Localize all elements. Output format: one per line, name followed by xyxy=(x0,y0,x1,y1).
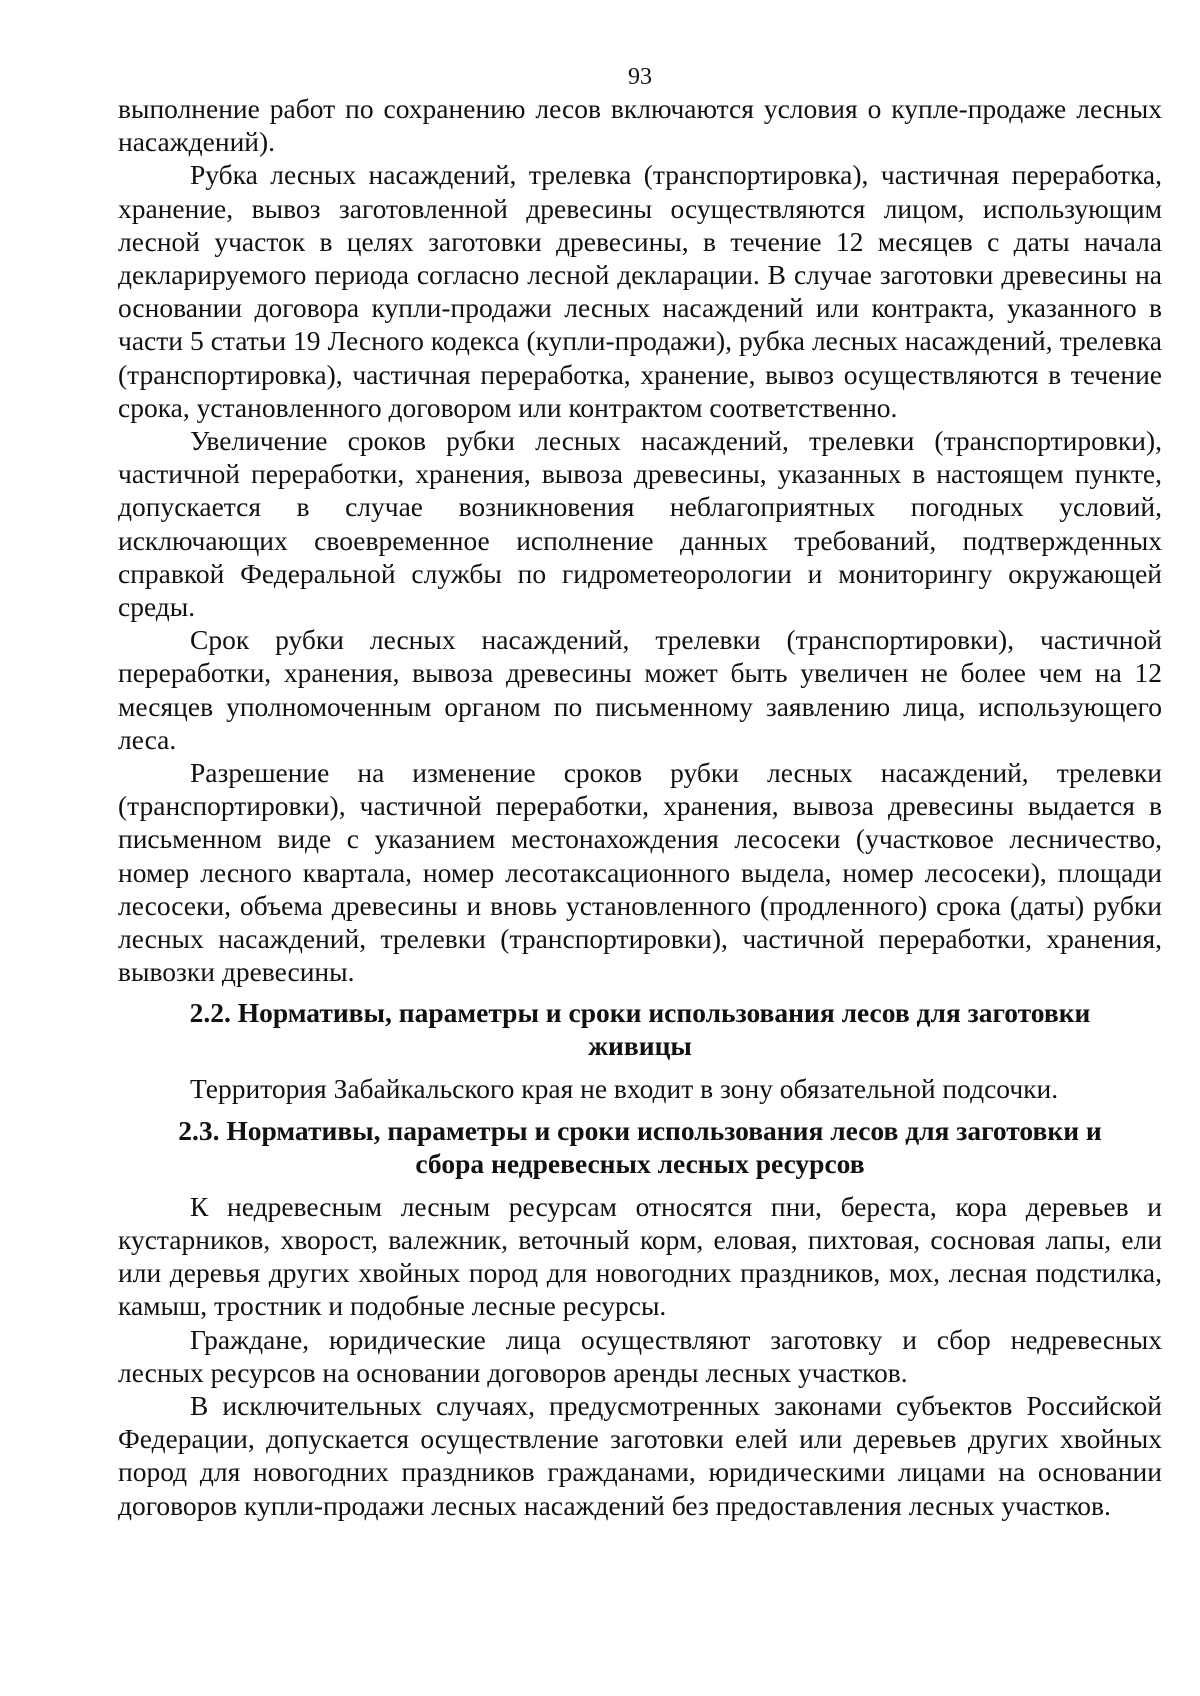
paragraph-term-extension-12-months: Срок рубки лесных насаждений, трелевки (транспортировки), частичной переработки, хранения, вывоза древесины может быть увеличен не более чем на 12 месяцев уполномоченным органом по письменному заявлению лица, использующего леса. xyxy=(118,624,1162,755)
paragraph-term-extension-weather: Увеличение сроков рубки лесных насаждений, трелевки (транспортировки), частичной переработки, хранения, вывоза древесины, указанных в настоящем пункте, допускается в случае возникновения неблагоприятных погодных условий, исключающих своевременное исполнение данных требований, подтвержденных справкой Федеральной службы по гидрометеорологии и мониторингу окружающей среды. xyxy=(118,425,1162,623)
paragraph-resin-tapping: Территория Забайкальского края не входит в зону обязательной подсочки. xyxy=(190,1073,1059,1105)
paragraph-exceptional-cases: В исключительных случаях, предусмотренных законами субъектов Российской Федерации, допускается осуществление заготовки елей или деревьев других хвойных пород для новогодних праздников гражданами, юридическими лицами на основании договоров купли-продажи лесных насаждений без предоставления лесных участков. xyxy=(118,1389,1162,1521)
page-number: 93 xyxy=(628,64,652,90)
spacer xyxy=(118,1106,1162,1114)
spacer xyxy=(118,1180,1162,1190)
paragraph-lease-agreements: Граждане, юридические лица осуществляют заготовку и сбор недревесных лесных ресурсов на основании договоров аренды лесных участков. xyxy=(118,1323,1162,1388)
paragraph-non-timber-resources: К недревесным лесным ресурсам относятся пни, береста, кора деревьев и кустарников, хворост, валежник, веточный корм, еловая, пихтовая, сосновая лапы, ели или деревья других хвойных пород для новогодних праздников, мох, лесная подстилка, камыш, тростник и подобные лесные ресурсы. xyxy=(118,1190,1162,1322)
spacer xyxy=(118,988,1162,996)
document-page xyxy=(118,62,1162,1522)
heading-section-2-2: 2.2. Нормативы, параметры и сроки использования лесов для заготовки живицы xyxy=(189,997,1091,1062)
paragraph-continuation: выполнение работ по сохранению лесов включаются условия о купле-продаже лесных насаждений). xyxy=(118,93,1162,158)
spacer xyxy=(118,1062,1162,1072)
heading-section-2-3: 2.3. Нормативы, параметры и сроки использования лесов для заготовки и сбора недревесных лесных ресурсов xyxy=(178,1114,1102,1179)
paragraph-permission-issuance: Разрешение на изменение сроков рубки лесных насаждений, трелевки (транспортировки), частичной переработки, хранения, вывоза древесины выдается в письменном виде с указанием местонахождения лесосеки (участковое лесничество, номер лесного квартала, номер лесотаксационного выдела, номер лесосеки), площади лесосеки, объема древесины и вновь установленного (продленного) срока (даты) рубки лесных насаждений, трелевки (транспортировки), частичной переработки, хранения, вывозки древесины. xyxy=(118,757,1162,988)
paragraph-logging-terms: Рубка лесных насаждений, трелевка (транспортировка), частичная переработка, хранение, вывоз заготовленной древесины осуществляются лицом, использующим лесной участок в целях заготовки древесины, в течение 12 месяцев с даты начала декларируемого периода согласно лесной декларации. В случае заготовки древесины на основании договора купли-продажи лесных насаждений или контракта, указанного в части 5 статьи 19 Лесного кодекса (купли-продажи), рубка лесных насаждений, трелевка (транспортировка), частичная переработка, хранение, вывоз осуществляются в течение срока, установленного договором или контрактом соответственно. xyxy=(118,159,1162,423)
